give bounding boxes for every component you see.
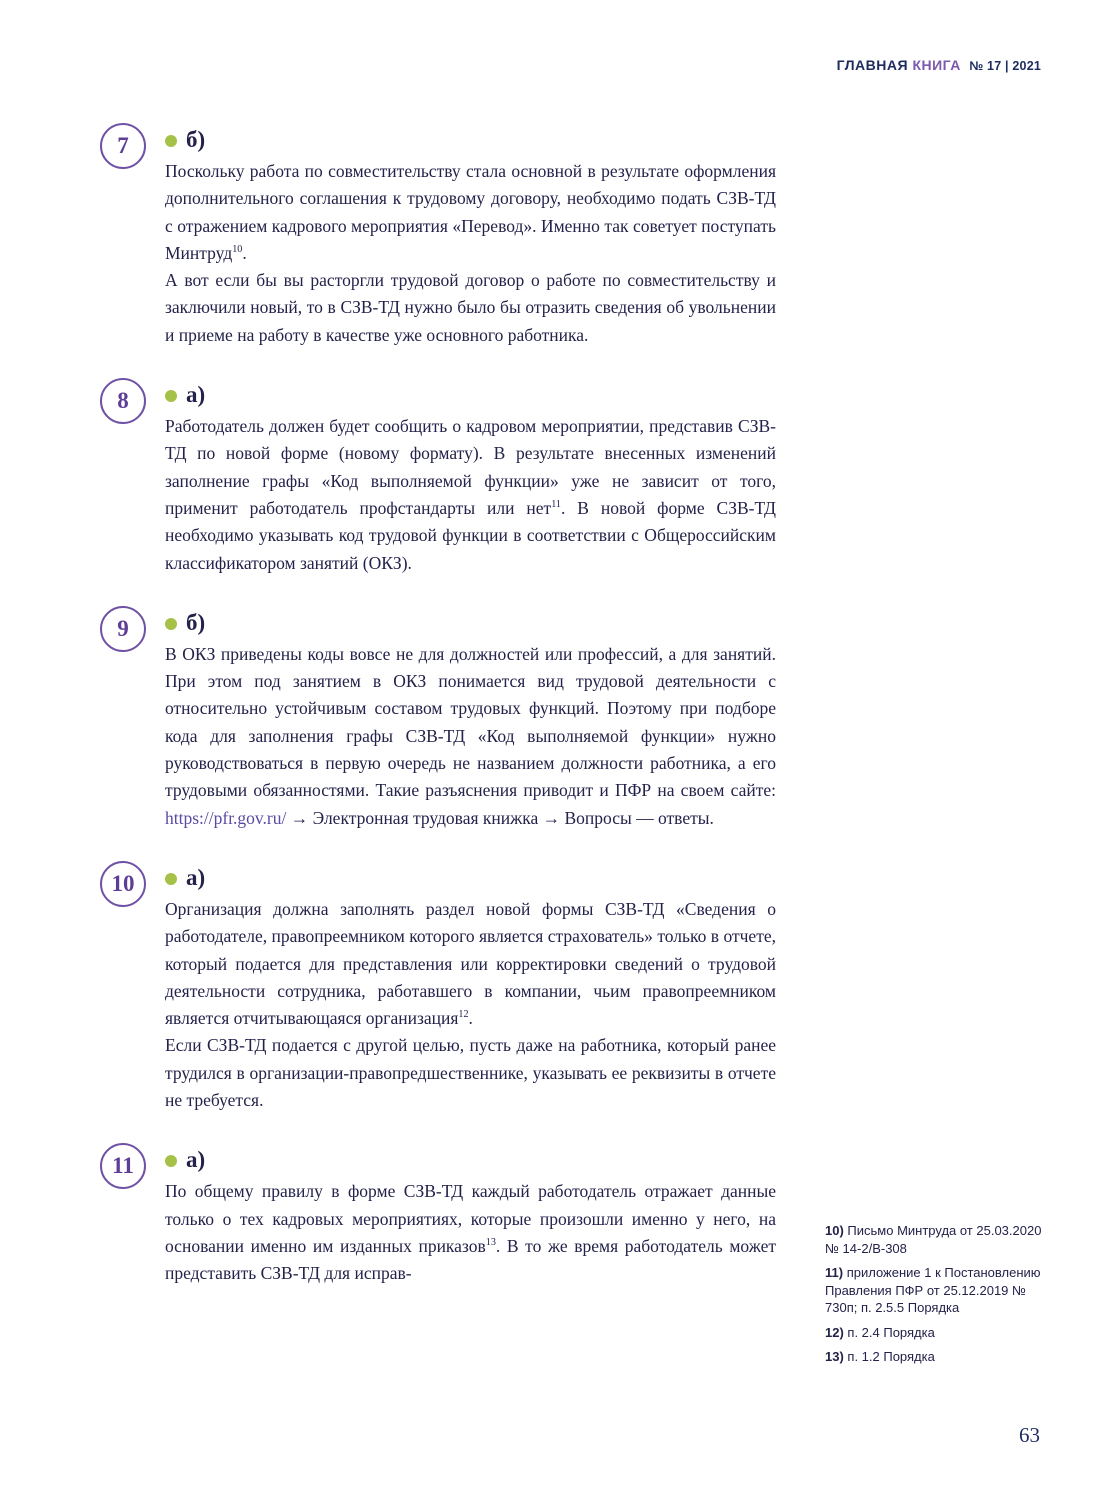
item-heading xyxy=(165,610,776,636)
article-item xyxy=(100,382,776,577)
paragraph: Если СЗВ-ТД подается с другой целью, пусть даже на работника, который ранее трудился в организации-правопредшественнике, указывать ее реквизиты в отчете не требуется. xyxy=(165,1035,776,1111)
paragraph: Организация должна заполнять раздел новой формы СЗВ-ТД «Сведения о работодателе, правопреемником которого является страхователь» только в отчете, который подается для представления или корректировки сведений о трудовой деятельности сотрудника, работавшего в компании, чьим правопреемником является отчитывающаяся организация$^{12}$. xyxy=(165,898,776,1029)
bullet-icon xyxy=(165,390,177,402)
footnotes xyxy=(825,1222,1047,1373)
footnote-item: 11) приложение 1 к Постановлению Правления ПФР от 25.12.2019 № 730п; п. 2.5.5 Порядка xyxy=(825,1265,1041,1315)
footnote-number: 11) xyxy=(825,1265,847,1280)
item-heading xyxy=(165,127,776,153)
item-number-badge: 7 xyxy=(100,123,146,169)
item-letter: б) xyxy=(186,127,206,152)
footnote-ref: 10 xyxy=(232,244,243,256)
bullet-icon xyxy=(165,618,177,630)
article-item xyxy=(100,1147,776,1287)
paragraph: А вот если бы вы расторгли трудовой договор о работе по совместительству и заключили новый, то в СЗВ-ТД нужно было бы отразить сведения об увольнении и приеме на работу в качестве уже основного работника. xyxy=(165,270,776,345)
item-content xyxy=(165,1147,776,1287)
item-heading xyxy=(165,382,776,408)
item-letter: а) xyxy=(186,864,206,890)
footnote-item: 10) Письмо Минтруда от 25.03.2020 № 14-2/В-308 xyxy=(825,1223,1042,1256)
external-link[interactable]: https://pfr.gov.ru/ xyxy=(165,807,287,828)
footnote-ref: 11 xyxy=(551,499,561,511)
bullet-icon xyxy=(165,1155,177,1167)
item-letter: б) xyxy=(186,609,206,635)
paragraph: В ОКЗ приведены коды вовсе не для должностей или профессий, а для занятий. При этом под занятием в ОКЗ понимается вид трудовой деятельности с относительно устойчивым составом трудовых функций. Поэтому при подборе кода для заполнения графы СЗВ-ТД «Код выполняемой функции» нужно руководствоваться в первую очередь не названием должности работника, а его трудовыми обязанностями. Такие разъяснения приводит и ПФР на своем сайте: https://pfr.gov.ru/ → Электронная трудовая книжка → Вопросы — ответы. xyxy=(165,643,776,828)
footnote-item: 13) п. 1.2 Порядка xyxy=(825,1349,935,1364)
item-number-badge: 8 xyxy=(100,378,146,424)
footnote-number: 13) xyxy=(825,1349,848,1364)
item-number-badge: 9 xyxy=(100,606,146,652)
article-item xyxy=(100,865,776,1114)
page-header xyxy=(837,57,1041,73)
item-content xyxy=(165,382,776,577)
article-items xyxy=(100,127,776,1321)
paragraph: Работодатель должен будет сообщить о кадровом мероприятии, представив СЗВ-ТД по новой форме (новому формату). В результате внесенных изменений заполнение графы «Код выполняемой функции» уже не зависит от того, применит работодатель профстандарты или нет$^{11}$. В новой форме СЗВ-ТД необходимо указывать код трудовой функции в соответствии с Общероссийским классификатором занятий (ОКЗ). xyxy=(165,416,776,573)
item-letter: а) xyxy=(186,382,206,408)
brand-glavnaya: ГЛАВНАЯ xyxy=(836,57,909,73)
brand-kniga: КНИГА xyxy=(912,57,961,73)
article-item xyxy=(100,610,776,832)
issue-number: № 17 | 2021 xyxy=(969,59,1041,73)
paragraph: Поскольку работа по совместительству стала основной в результате оформления дополнительного соглашения к трудовому договору, необходимо подать СЗВ-ТД с отражением кадрового мероприятия «Перевод». Именно так советует поступать Минтруд$^{10}$. xyxy=(165,161,776,263)
item-content xyxy=(165,865,776,1114)
article-item xyxy=(100,127,776,349)
footnote-number: 12) xyxy=(825,1324,848,1340)
item-number-badge: 10 xyxy=(100,861,146,907)
footnote-item: 12) п. 2.4 Порядка xyxy=(825,1324,935,1340)
footnote-ref: 13 xyxy=(485,1237,496,1249)
bullet-icon xyxy=(165,873,177,885)
item-content xyxy=(165,610,776,832)
item-heading xyxy=(165,865,776,891)
bullet-icon xyxy=(165,135,177,147)
item-number-badge: 11 xyxy=(100,1143,146,1189)
page-number: 63 xyxy=(1019,1423,1040,1447)
item-heading xyxy=(165,1147,776,1173)
paragraph: По общему правилу в форме СЗВ-ТД каждый работодатель отражает данные только о тех кадровых мероприятиях, которые произошли именно у него, на основании именно им изданных приказов$^{13}$. В то же время работодатель может представить СЗВ-ТД для исправ- xyxy=(165,1181,776,1284)
footnote-number: 10) xyxy=(825,1223,848,1238)
item-content xyxy=(165,127,776,349)
item-letter: а) xyxy=(186,1147,206,1173)
footnote-ref: 12 xyxy=(458,1009,469,1021)
